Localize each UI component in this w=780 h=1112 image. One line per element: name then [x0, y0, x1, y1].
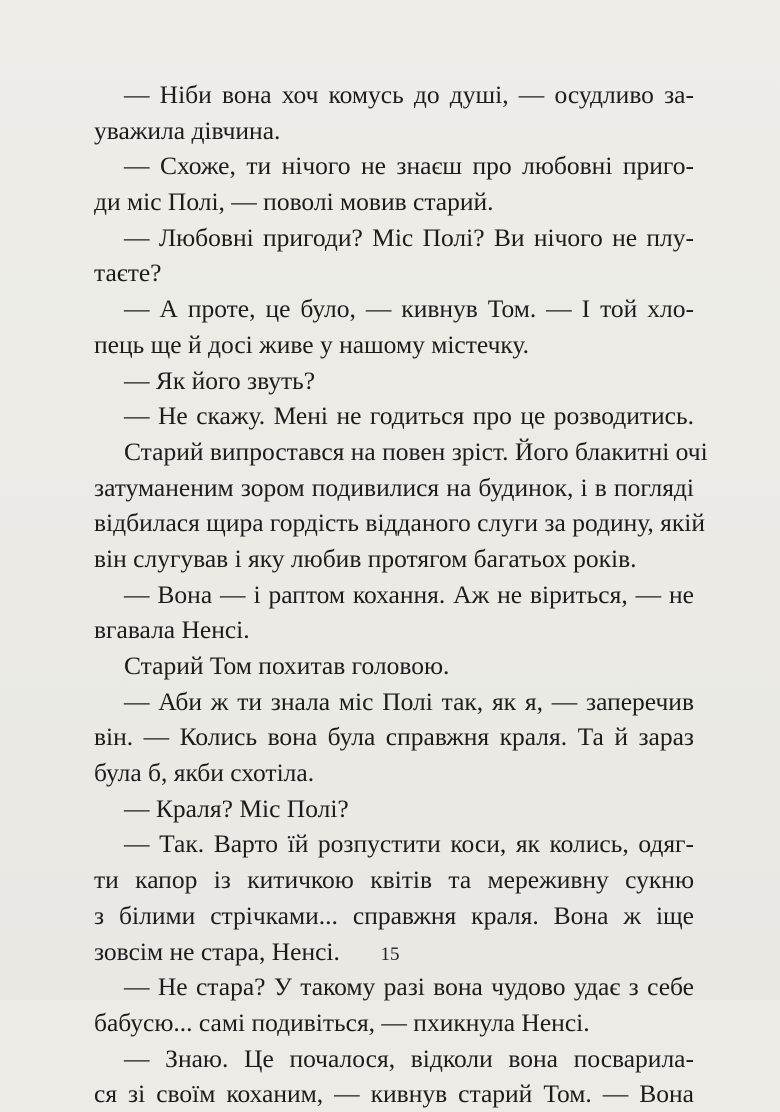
text-line: з білими стрічками... справжня краля. Вона ж іще [94, 900, 694, 930]
text-line: ся зі своїм коханим, — кивнув старий Том. — Вона [94, 1079, 694, 1109]
text-line: — Любовні пригоди? Міс Полі? Ви нічого не плу- [124, 222, 694, 252]
text-line: — Аби ж ти знала міс Полі так, як я, — заперечив [124, 686, 694, 716]
text-line: бабусю... самі подивіться, — пхикнула Ненсі. [94, 1007, 590, 1037]
text-line: — Схоже, ти нічого не знаєш про любовні приго- [124, 151, 694, 181]
text-line: — Вона — і раптом кохання. Аж не віриться, — не [124, 579, 694, 609]
text-line: зовсім не стара, Ненсі. [94, 936, 340, 966]
text-line: відбилася щира гордість відданого слуги за родину, якій [94, 508, 706, 538]
text-line: — Не скажу. Мені не годиться про це розводитись. [124, 401, 694, 431]
text-line: ди міс Полі, — поволі мовив старий. [94, 187, 494, 217]
page-number: 15 [380, 944, 400, 965]
text-line: — Ніби вона хоч комусь до душі, — осудливо за- [124, 80, 694, 109]
text-line: таєте? [94, 258, 162, 288]
text-line: Старий Том похитав головою. [124, 651, 450, 680]
text-line: — Як його звуть? [124, 365, 316, 395]
text-line: пець ще й досі живе у нашому містечку. [94, 329, 529, 359]
text-line: він. — Колись вона була справжня краля. Та й зараз [94, 722, 694, 752]
text-line: — Знаю. Це почалося, відколи вона посварила- [124, 1043, 694, 1073]
text-line: — Так. Варто їй розпустити коси, як колись, одяг- [124, 829, 694, 859]
text-line: він слугував і яку любив протягом багатьох років. [94, 543, 637, 573]
text-line: ти капор із китичкою квітів та мереживну сукню [94, 865, 694, 895]
text-line: — А проте, це було, — кивнув Том. — І той хло- [124, 294, 694, 324]
text-line: була б, якби схотіла. [94, 758, 315, 788]
text-line: — Краля? Міс Полі? [124, 793, 349, 823]
text-line: — Не стара? У такому разі вона чудово удає з себе [124, 972, 694, 1002]
text-line: вгавала Ненсі. [94, 615, 250, 645]
text-line: Старий випростався на повен зріст. Його блакитні очі [124, 436, 708, 466]
text-line: затуманеним зором подивилися на будинок, і в погляді [94, 472, 694, 502]
text-line: уважила дівчина. [94, 115, 281, 145]
